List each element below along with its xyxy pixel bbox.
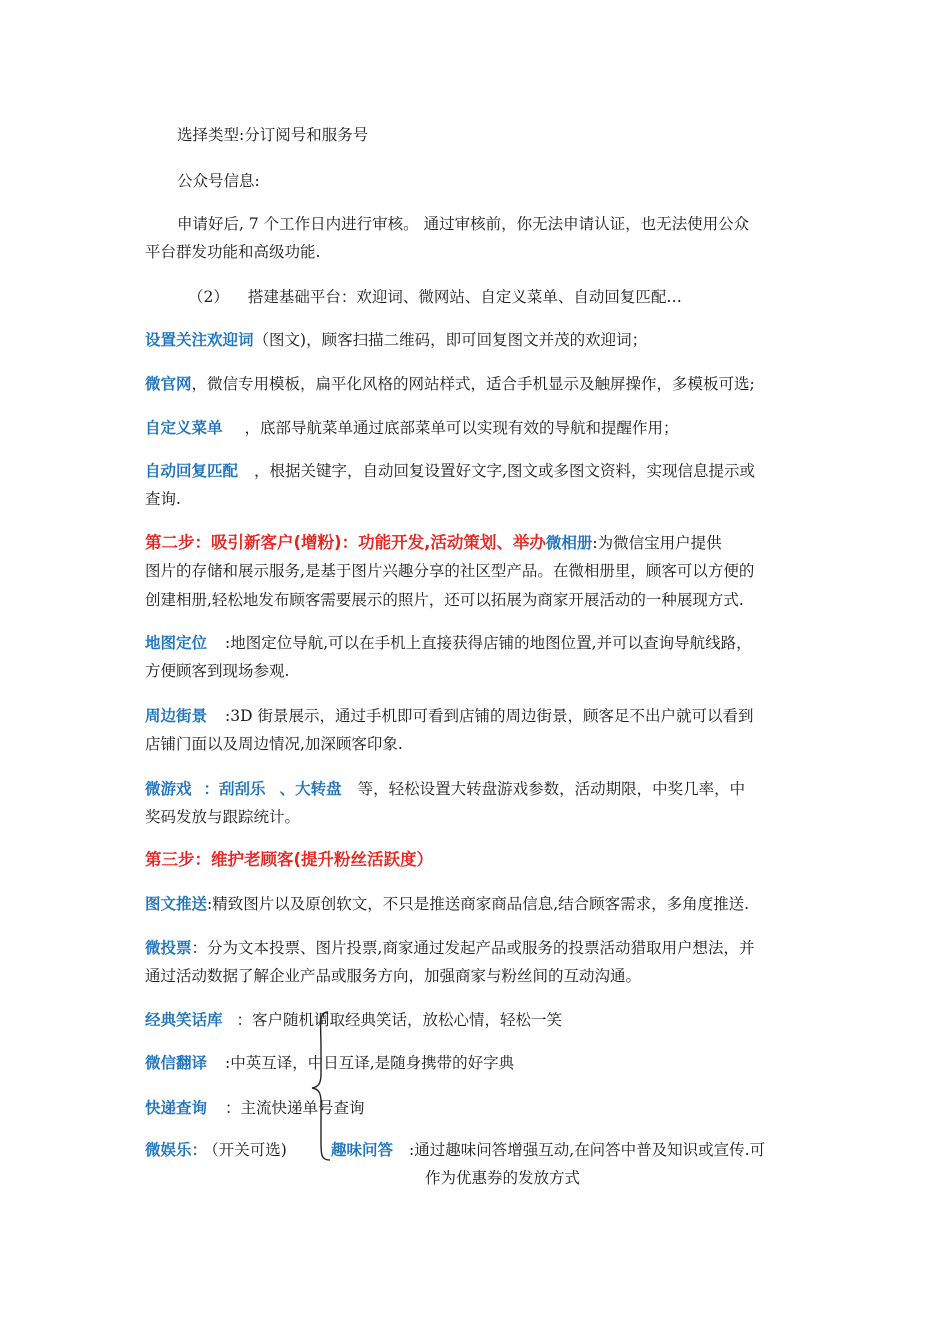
step3-line xyxy=(145,849,433,871)
custom-menu-paragraph xyxy=(145,417,679,439)
basic-platform-heading xyxy=(188,286,682,308)
micro-album-text1: :为微信宝用户提供 xyxy=(592,534,722,552)
push-term: 图文推送 xyxy=(145,895,208,913)
step2-heading: 第二步：吸引新客户(增粉)：功能开发,活动策划、举办 xyxy=(145,533,546,552)
vote-term: 微投票 xyxy=(145,939,192,957)
vote-line2: 通过活动数据了解企业产品或服务方向，加强商家与粉丝间的互动沟通。 xyxy=(145,967,642,985)
games-term: 微游戏 xyxy=(145,780,192,798)
auto-reply-line1 xyxy=(145,460,755,482)
step2-line1 xyxy=(145,532,722,554)
auto-reply-term: 自动回复匹配 xyxy=(145,462,239,480)
review-text-line2: 平台群发功能和高级功能. xyxy=(145,243,321,261)
curly-brace-icon xyxy=(306,1008,332,1164)
auto-reply-line2: 查询. xyxy=(145,490,181,508)
street-text1: :3D 街景展示，通过手机即可看到店铺的周边街景，顾客足不出户就可以看到 xyxy=(225,707,754,725)
vote-line1 xyxy=(145,937,754,959)
welcome-text: （图文)，顾客扫描二维码，即可回复图文并茂的欢迎词； xyxy=(253,331,648,349)
vote-text1: ：分为文本投票、图片投票,商家通过发起产品或服务的投票活动猎取用户想法，并 xyxy=(191,939,755,957)
translate-text: :中英互译，中日互译,是随身携带的好字典 xyxy=(225,1054,515,1072)
welcome-term: 设置关注欢迎词 xyxy=(145,331,254,349)
custom-menu-term: 自定义菜单 xyxy=(145,419,223,437)
games-text1: 等，轻松设置大转盘游戏参数，活动期限，中奖几率，中 xyxy=(357,780,746,798)
entertain-term: 微娱乐 xyxy=(145,1141,192,1159)
entertain-colon: ： xyxy=(191,1141,208,1159)
review-text-line1: 申请好后, 7 个工作日内进行审核。 通过审核前，你无法申请认证，也无法使用公众 xyxy=(177,215,750,233)
jokes-text: ：客户随机调取经典笑话，放松心情，轻松一笑 xyxy=(236,1011,563,1029)
welcome-paragraph xyxy=(145,329,647,351)
games-line1 xyxy=(145,778,745,800)
translate-term: 微信翻译 xyxy=(145,1054,208,1072)
microsite-paragraph xyxy=(145,373,755,395)
games-line2: 奖码发放与跟踪统计。 xyxy=(145,808,301,826)
push-paragraph xyxy=(145,893,749,915)
street-line1 xyxy=(145,705,753,727)
map-line2: 方便顾客到现场参观. xyxy=(145,662,290,680)
jokes-term: 经典笑话库 xyxy=(145,1011,223,1029)
game-wheel: 大转盘 xyxy=(295,780,342,798)
custom-menu-text: ，底部导航菜单通过底部菜单可以实现有效的导航和提醒作用； xyxy=(244,419,679,437)
entertain-line1 xyxy=(145,1139,287,1161)
step-number: （2） xyxy=(188,288,229,306)
quiz-term: 趣味问答 xyxy=(331,1141,394,1159)
account-info-line: 公众号信息: xyxy=(177,172,260,190)
quiz-line1 xyxy=(331,1139,765,1161)
entertain-text: （开关可选) xyxy=(211,1141,287,1159)
step2-line3: 创建相册,轻松地发布顾客需要展示的照片，还可以拓展为商家开展活动的一种展现方式. xyxy=(145,591,744,609)
map-text1: :地图定位导航,可以在手机上直接获得店铺的地图位置,并可以查询导航线路， xyxy=(225,634,752,652)
express-text: ：主流快递单号查询 xyxy=(225,1099,365,1117)
step2-line2: 图片的存储和展示服务,是基于图片兴趣分享的社区型产品。在微相册里，顾客可以方便的 xyxy=(145,562,755,580)
step3-heading: 第三步：维护老顾客(提升粉丝活跃度） xyxy=(145,850,434,869)
micro-album-term: 微相册 xyxy=(545,534,593,552)
map-line1 xyxy=(145,632,752,654)
street-line2: 店铺门面以及周边情况,加深顾客印象. xyxy=(145,735,403,753)
push-text: :精致图片以及原创软文，不只是推送商家商品信息,结合顾客需求，多角度推送. xyxy=(207,895,750,913)
microsite-text: ，微信专用模板，扁平化风格的网站样式，适合手机显示及触屏操作，多模板可选; xyxy=(191,375,755,393)
jokes-paragraph xyxy=(145,1009,562,1031)
street-term: 周边街景 xyxy=(145,707,208,725)
games-sep1: ： xyxy=(203,780,220,798)
express-term: 快递查询 xyxy=(145,1099,208,1117)
auto-reply-text1: ，根据关键字，自动回复设置好文字,图文或多图文资料，实现信息提示或 xyxy=(254,462,755,480)
games-sep2: 、 xyxy=(279,780,296,798)
select-type-line: 选择类型:分订阅号和服务号 xyxy=(177,126,369,144)
quiz-line2: 作为优惠券的发放方式 xyxy=(425,1169,581,1187)
step-text: 搭建基础平台：欢迎词、微网站、自定义菜单、自动回复匹配… xyxy=(247,288,682,306)
map-term: 地图定位 xyxy=(145,634,208,652)
quiz-text1: :通过趣味问答增强互动,在问答中普及知识或宣传.可 xyxy=(409,1141,766,1159)
microsite-term: 微官网 xyxy=(145,375,192,393)
game-scratch: 刮刮乐 xyxy=(219,780,266,798)
